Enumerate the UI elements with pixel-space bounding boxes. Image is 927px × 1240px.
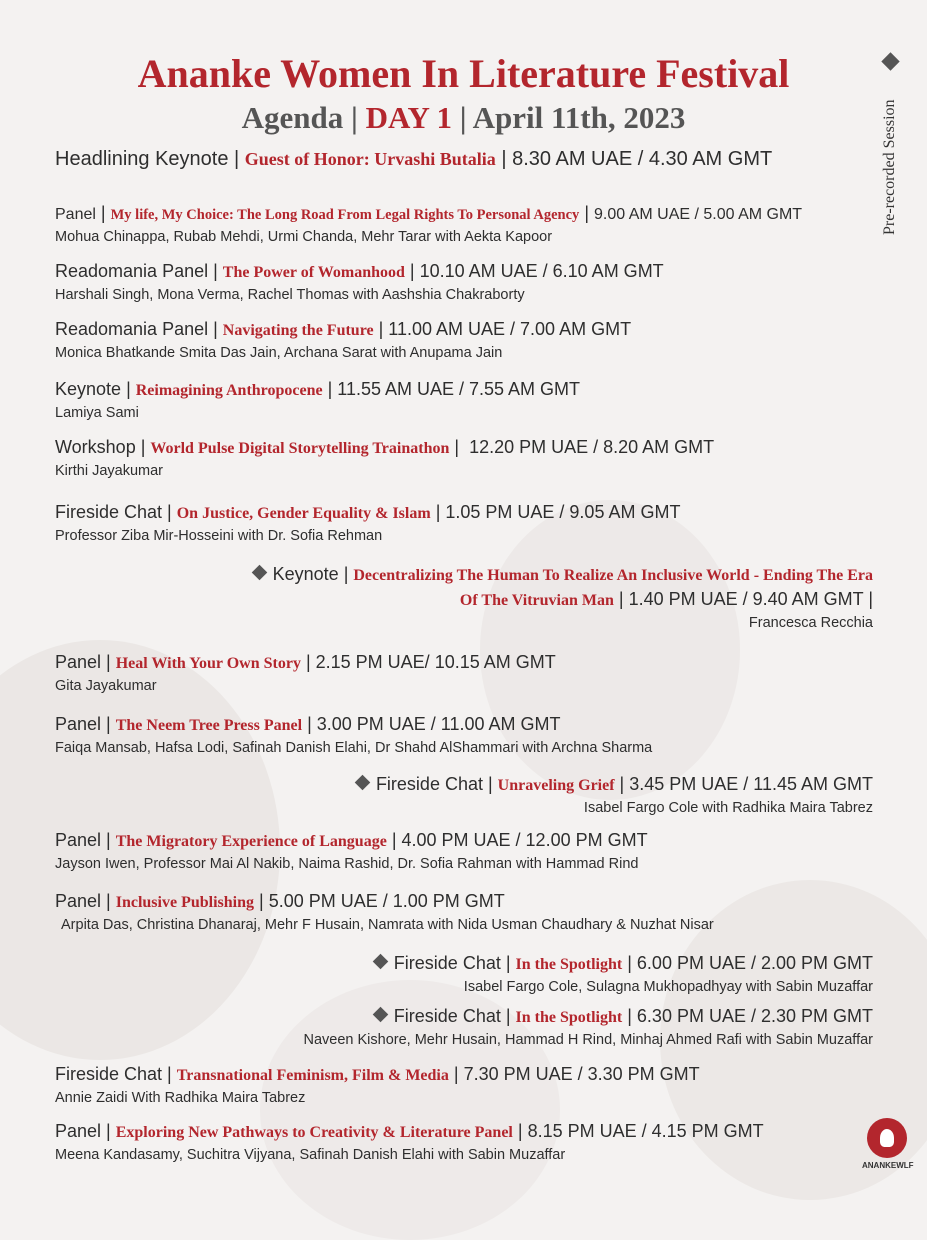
session-type: Panel	[55, 891, 102, 911]
event-date: April 11th, 2023	[472, 100, 686, 135]
session-type: Fireside Chat	[393, 1006, 501, 1026]
session-title-continued: Of The Vitruvian Man	[459, 592, 614, 609]
session-title: Exploring New Pathways to Creativity & Literature Panel	[115, 1124, 513, 1141]
session-time: 9.00 AM UAE / 5.00 AM GMT	[594, 206, 803, 223]
session-time: 12.20 PM UAE / 8.20 AM GMT	[469, 437, 715, 457]
session-type: Panel	[55, 1121, 102, 1141]
session-type: Panel	[55, 206, 96, 223]
prerecorded-diamond-icon	[355, 775, 371, 791]
session-time: 6.30 PM UAE / 2.30 PM GMT	[636, 1006, 873, 1026]
agenda-item: Fireside Chat | Transnational Feminism, Film & Media | 7.30 PM UAE / 3.30 PM GMT Annie Zaidi With Radhika Maira Tabrez	[55, 1064, 700, 1106]
session-title: Inclusive Publishing	[115, 894, 255, 911]
prerecorded-diamond-icon	[251, 565, 267, 581]
session-speakers: Kirthi Jayakumar	[55, 463, 163, 479]
session-speakers: Meena Kandasamy, Suchitra Vijyana, Safinah Danish Elahi with Sabin Muzaffar	[55, 1147, 566, 1163]
page-title: Ananke Women In Literature Festival	[137, 51, 790, 96]
session-speakers: Jayson Iwen, Professor Mai Al Nakib, Naima Rashid, Dr. Sofia Rahman with Hammad Rind	[55, 856, 639, 872]
session-time: 3.00 PM UAE / 11.00 AM GMT	[316, 714, 561, 734]
session-type: Readomania Panel	[55, 319, 209, 339]
session-time: 2.15 PM UAE/ 10.15 AM GMT	[315, 652, 556, 672]
agenda-subtitle	[0, 100, 927, 136]
session-title: The Power of Womanhood	[222, 264, 405, 281]
session-title: Reimagining Anthropocene	[135, 382, 323, 399]
session-type: Workshop	[55, 437, 136, 457]
session-speakers: Mohua Chinappa, Rubab Mehdi, Urmi Chanda, Mehr Tarar with Aekta Kapoor	[55, 229, 553, 245]
agenda-item: Readomania Panel | The Power of Womanhood | 10.10 AM UAE / 6.10 AM GMT Harshali Singh, Mona Verma, Rachel Thomas with Aashshia Chakraborty	[55, 261, 664, 303]
session-type: Readomania Panel	[55, 261, 209, 281]
session-type: Fireside Chat	[55, 1064, 163, 1084]
session-type: Headlining Keynote	[55, 148, 229, 170]
agenda-item: Readomania Panel | Navigating the Future | 11.00 AM UAE / 7.00 AM GMT Monica Bhatkande Smita Das Jain, Archana Sarat with Anupama Jain	[55, 319, 632, 361]
session-title: In the Spotlight	[515, 1009, 623, 1026]
session-type: Keynote	[55, 379, 122, 399]
session-time: 11.00 AM UAE / 7.00 AM GMT	[388, 319, 632, 339]
session-type: Panel	[55, 830, 102, 850]
session-speakers: Gita Jayakumar	[55, 678, 157, 694]
session-speakers: Lamiya Sami	[55, 405, 139, 421]
session-time: 8.30 AM UAE / 4.30 AM GMT	[512, 148, 773, 170]
session-title: The Migratory Experience of Language	[115, 833, 387, 850]
session-title: The Neem Tree Press Panel	[115, 717, 303, 734]
session-speakers: Isabel Fargo Cole with Radhika Maira Tabrez	[583, 800, 873, 816]
agenda-item: Panel | The Migratory Experience of Language | 4.00 PM UAE / 12.00 PM GMT Jayson Iwen, Professor Mai Al Nakib, Naima Rashid, Dr. Sofia Rahman with Hammad Rind	[55, 830, 648, 872]
session-title: Decentralizing The Human To Realize An Inclusive World - Ending The Era	[353, 567, 873, 584]
session-type: Keynote	[272, 564, 339, 584]
session-speakers: Francesca Recchia	[748, 615, 873, 631]
session-speakers: Harshali Singh, Mona Verma, Rachel Thomas with Aashshia Chakraborty	[55, 287, 525, 303]
agenda-item: Panel | Heal With Your Own Story | 2.15 PM UAE/ 10.15 AM GMT Gita Jayakumar	[55, 652, 556, 694]
prerecorded-diamond-icon	[373, 954, 389, 970]
agenda-item: Fireside Chat | In the Spotlight | 6.00 PM UAE / 2.00 PM GMT Isabel Fargo Cole, Sulagna Mukhopadhyay with Sabin Muzaffar	[375, 953, 873, 995]
session-speakers: Naveen Kishore, Mehr Husain, Hammad H Rind, Minhaj Ahmed Rafi with Sabin Muzaffar	[303, 1032, 873, 1048]
session-title: In the Spotlight	[515, 956, 623, 973]
agenda-item: Workshop | World Pulse Digital Storytelling Trainathon | 12.20 PM UAE / 8.20 AM GMT Kirthi Jayakumar	[55, 437, 715, 479]
session-time: 7.30 PM UAE / 3.30 PM GMT	[463, 1064, 700, 1084]
logo-label: ANANKEWLF	[862, 1161, 914, 1170]
session-title: World Pulse Digital Storytelling Trainathon	[150, 440, 450, 457]
agenda-item: Headlining Keynote | Guest of Honor: Urvashi Butalia | 8.30 AM UAE / 4.30 AM GMT	[55, 148, 773, 170]
separator: |	[351, 100, 358, 135]
session-time: 10.10 AM UAE / 6.10 AM GMT	[419, 261, 664, 281]
session-title: Transnational Feminism, Film & Media	[176, 1067, 449, 1084]
session-type: Panel	[55, 714, 102, 734]
logo-badge-icon	[867, 1118, 907, 1158]
session-speakers: Faiqa Mansab, Hafsa Lodi, Safinah Danish Elahi, Dr Shahd AlShammari with Archna Sharma	[55, 740, 653, 756]
session-title: Unraveling Grief	[497, 777, 615, 794]
agenda-item: Panel | Exploring New Pathways to Creativity & Literature Panel | 8.15 PM UAE / 4.15 PM GMT Meena Kandasamy, Suchitra Vijyana, Safinah Danish Elahi with Sabin Muzaffar	[55, 1121, 764, 1163]
session-time: 5.00 PM UAE / 1.00 PM GMT	[268, 891, 505, 911]
session-speakers: Isabel Fargo Cole, Sulagna Mukhopadhyay with Sabin Muzaffar	[463, 979, 873, 995]
agenda-label: Agenda	[241, 100, 344, 135]
prerecorded-diamond-icon	[373, 1007, 389, 1023]
prerecorded-legend: Pre-recorded Session	[881, 99, 898, 235]
session-speakers: Arpita Das, Christina Dhanaraj, Mehr F Husain, Namrata with Nida Usman Chaudhary & Nuzhat Nisar	[61, 917, 714, 933]
session-time: 4.00 PM UAE / 12.00 PM GMT	[401, 830, 648, 850]
agenda-item: Panel | My life, My Choice: The Long Road From Legal Rights To Personal Agency | 9.00 AM UAE / 5.00 AM GMT Mohua Chinappa, Rubab Mehdi, Urmi Chanda, Mehr Tarar with Aekta Kapoor	[55, 203, 803, 245]
session-time: 3.45 PM UAE / 11.45 AM GMT	[629, 774, 873, 794]
session-type: Panel	[55, 652, 102, 672]
agenda-item: Panel | The Neem Tree Press Panel | 3.00 PM UAE / 11.00 AM GMT Faiqa Mansab, Hafsa Lodi, Safinah Danish Elahi, Dr Shahd AlShammari with Archna Sharma	[55, 714, 653, 756]
session-speakers: Monica Bhatkande Smita Das Jain, Archana Sarat with Anupama Jain	[55, 345, 503, 361]
session-time: 6.00 PM UAE / 2.00 PM GMT	[636, 953, 873, 973]
session-type: Fireside Chat	[393, 953, 501, 973]
session-title: My life, My Choice: The Long Road From Legal Rights To Personal Agency	[110, 207, 580, 223]
session-type: Fireside Chat	[375, 774, 483, 794]
session-time: 1.40 PM UAE / 9.40 AM GMT |	[628, 589, 873, 609]
session-time: 1.05 PM UAE / 9.05 AM GMT	[445, 502, 681, 522]
agenda-item: Keynote | Decentralizing The Human To Realize An Inclusive World - Ending The Era Of The Vitruvian Man | 1.40 PM UAE / 9.40 AM GMT | Francesca Recchia	[254, 564, 873, 631]
agenda-item: Keynote | Reimagining Anthropocene | 11.55 AM UAE / 7.55 AM GMT Lamiya Sami	[55, 379, 581, 421]
agenda-item: Fireside Chat | Unraveling Grief | 3.45 PM UAE / 11.45 AM GMT Isabel Fargo Cole with Radhika Maira Tabrez	[357, 774, 873, 816]
session-speakers: Professor Ziba Mir-Hosseini with Dr. Sofia Rehman	[55, 528, 383, 544]
day-label: DAY 1	[365, 100, 453, 135]
agenda-item: Panel | Inclusive Publishing | 5.00 PM UAE / 1.00 PM GMT Arpita Das, Christina Dhanaraj, Mehr F Husain, Namrata with Nida Usman Chaudhary & Nuzhat Nisar	[55, 891, 714, 933]
separator: |	[459, 100, 467, 135]
session-speakers: Annie Zaidi With Radhika Maira Tabrez	[55, 1090, 306, 1106]
session-title: Guest of Honor: Urvashi Butalia	[244, 149, 496, 169]
festival-logo	[862, 1118, 912, 1178]
session-title: On Justice, Gender Equality & Islam	[176, 505, 431, 522]
session-type: Fireside Chat	[55, 502, 163, 522]
session-title: Navigating the Future	[222, 322, 374, 339]
session-time: 8.15 PM UAE / 4.15 PM GMT	[527, 1121, 764, 1141]
agenda-item: Fireside Chat | In the Spotlight | 6.30 PM UAE / 2.30 PM GMT Naveen Kishore, Mehr Husain, Hammad H Rind, Minhaj Ahmed Rafi with Sabin Muzaffar	[303, 1006, 873, 1048]
session-title: Heal With Your Own Story	[115, 655, 301, 672]
session-time: 11.55 AM UAE / 7.55 AM GMT	[337, 379, 581, 399]
agenda-item: Fireside Chat | On Justice, Gender Equality & Islam | 1.05 PM UAE / 9.05 AM GMT Professor Ziba Mir-Hosseini with Dr. Sofia Rehman	[55, 502, 681, 544]
